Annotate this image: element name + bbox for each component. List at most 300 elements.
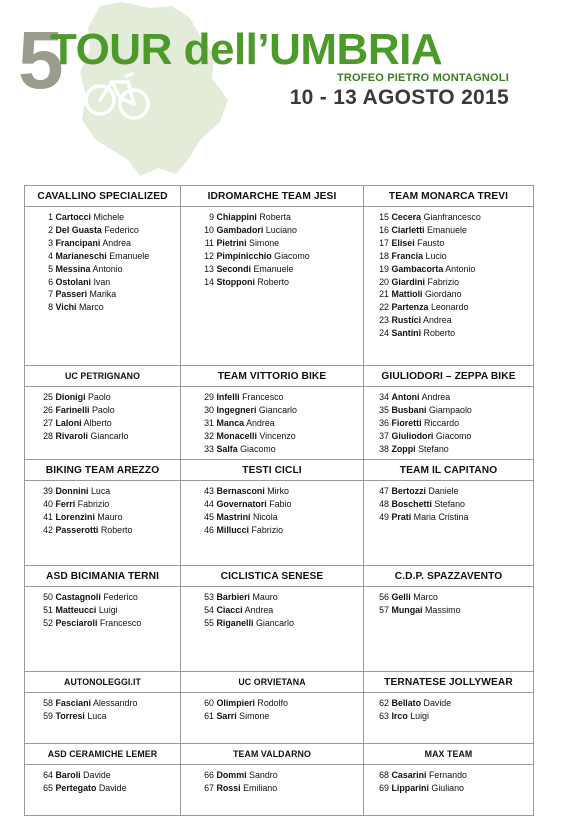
rider-first-name: Simone — [249, 237, 280, 248]
rider-first-name: Giampaolo — [428, 404, 472, 415]
rider-surname: Infelli — [216, 392, 240, 402]
rider-surname: Rivaroli — [55, 430, 89, 441]
rider-first-name: Davide — [98, 782, 127, 793]
rider-first-name: Luca — [90, 486, 111, 496]
rider-list — [364, 481, 533, 524]
rider-number: 45 — [204, 511, 214, 522]
team-riders-cell — [181, 481, 364, 566]
rider-surname: Bellato — [391, 698, 422, 708]
rider-entry — [35, 498, 180, 511]
rider-first-name: Emanuele — [109, 250, 150, 261]
rider-number: 18 — [379, 250, 389, 261]
rider-surname: Marianeschi — [55, 250, 107, 261]
rider-first-name: Alessandro — [92, 698, 138, 708]
rider-entry — [372, 391, 533, 404]
rider-first-name: Rodolfo — [257, 698, 288, 708]
rider-surname: Irco — [391, 710, 408, 721]
team-name: CAVALLINO SPECIALIZED — [25, 186, 181, 207]
rider-number: 57 — [379, 604, 389, 615]
team-name: GIULIODORI – ZEPPA BIKE — [364, 366, 534, 387]
rider-first-name: Paolo — [88, 392, 111, 402]
rider-entry — [372, 276, 533, 289]
rider-surname: Dommi — [216, 770, 247, 780]
team-header-row — [25, 744, 534, 765]
rider-entry — [35, 591, 180, 604]
rider-number: 34 — [379, 392, 389, 402]
rider-surname: Busbani — [391, 404, 427, 415]
rider-number: 10 — [204, 224, 214, 235]
rider-number: 7 — [48, 289, 53, 300]
rider-entry — [35, 617, 180, 630]
team-riders-cell — [181, 587, 364, 672]
rider-list — [364, 387, 533, 456]
rider-list — [181, 693, 363, 723]
rider-first-name: Antonio — [92, 263, 123, 274]
rider-entry — [193, 524, 363, 537]
rider-entry — [35, 417, 180, 430]
rider-surname: Mastrini — [216, 511, 251, 522]
rider-first-name: Giacomo — [240, 443, 276, 454]
rider-surname: Santini — [391, 328, 422, 339]
rider-entry — [372, 314, 533, 327]
rider-number: 63 — [379, 710, 389, 721]
rider-number: 53 — [204, 592, 214, 602]
rider-list — [364, 765, 533, 795]
rider-entry — [193, 250, 363, 263]
rider-number: 54 — [204, 604, 214, 615]
rider-number: 69 — [379, 782, 389, 793]
rider-surname: Donnini — [55, 486, 89, 496]
team-name: TERNATESE JOLLYWEAR — [364, 672, 534, 693]
rider-first-name: Stefano — [418, 443, 449, 454]
rider-entry — [372, 404, 533, 417]
rider-number: 15 — [379, 212, 389, 222]
rider-entry — [372, 769, 533, 782]
rider-number: 55 — [204, 617, 214, 628]
rider-entry — [193, 430, 363, 443]
rider-first-name: Maria Cristina — [413, 511, 469, 522]
team-riders-row — [25, 693, 534, 744]
rider-number: 43 — [204, 486, 214, 496]
rider-number: 1 — [48, 212, 53, 222]
rider-first-name: Davide — [83, 770, 111, 780]
rider-entry — [372, 498, 533, 511]
rider-first-name: Sandro — [249, 770, 278, 780]
rider-first-name: Roberto — [423, 328, 456, 339]
rider-surname: Farinelli — [55, 404, 90, 415]
rider-number: 44 — [204, 498, 214, 509]
rider-number: 14 — [204, 276, 214, 287]
team-header-row — [25, 186, 534, 207]
rider-entry — [193, 697, 363, 710]
rider-entry — [372, 263, 533, 276]
rider-first-name: Vincenzo — [259, 430, 296, 441]
rider-entry — [35, 263, 180, 276]
team-name: MAX TEAM — [364, 744, 534, 765]
edition-number: 5 — [18, 15, 62, 106]
rider-entry — [35, 485, 180, 498]
rider-first-name: Francesco — [242, 392, 284, 402]
rider-number: 4 — [48, 250, 53, 261]
rider-entry — [193, 511, 363, 524]
rider-first-name: Roberta — [259, 212, 291, 222]
team-name: ASD BICIMANIA TERNI — [25, 566, 181, 587]
rider-entry — [372, 591, 533, 604]
rider-surname: Chiappini — [216, 212, 257, 222]
rider-surname: Rustici — [391, 315, 422, 326]
rider-first-name: Andrea — [423, 315, 452, 326]
rider-first-name: Ivan — [93, 276, 111, 287]
rider-number: 13 — [204, 263, 214, 274]
rider-entry — [35, 604, 180, 617]
team-riders-cell — [181, 765, 364, 816]
rider-first-name: Luigi — [98, 604, 118, 615]
rider-number: 6 — [48, 276, 53, 287]
rider-number: 41 — [43, 511, 53, 522]
rider-first-name: Davide — [423, 698, 452, 708]
rider-entry — [372, 301, 533, 314]
rider-surname: Sarri — [216, 710, 237, 721]
rider-surname: Torresi — [55, 710, 85, 721]
rider-entry — [35, 697, 180, 710]
rider-number: 67 — [204, 782, 214, 793]
rider-entry — [35, 250, 180, 263]
rider-first-name: Federico — [103, 592, 138, 602]
rider-list — [25, 587, 180, 630]
rider-number: 36 — [379, 417, 389, 428]
team-riders-cell — [181, 693, 364, 744]
rider-first-name: Federico — [104, 224, 139, 235]
rider-entry — [35, 237, 180, 250]
rider-entry — [35, 301, 180, 314]
rider-entry — [193, 417, 363, 430]
rider-surname: Monacelli — [216, 430, 257, 441]
rider-surname: Gambadori — [216, 224, 264, 235]
team-name: C.D.P. SPAZZAVENTO — [364, 566, 534, 587]
rider-surname: Stopponi — [216, 276, 255, 287]
rider-surname: Ciacci — [216, 604, 243, 615]
rider-number: 22 — [379, 302, 389, 313]
rider-first-name: Emanuele — [253, 263, 294, 274]
rider-surname: Pietrini — [216, 237, 247, 248]
rider-number: 46 — [204, 524, 214, 535]
rider-surname: Ingegneri — [216, 404, 257, 415]
rider-number: 42 — [43, 524, 53, 535]
rider-number: 19 — [379, 263, 389, 274]
rider-entry — [193, 769, 363, 782]
rider-entry — [372, 288, 533, 301]
rider-first-name: Michele — [93, 212, 125, 222]
rider-entry — [35, 430, 180, 443]
rider-surname: Del Guasta — [55, 224, 102, 235]
rider-first-name: Emiliano — [243, 782, 278, 793]
rider-number: 68 — [379, 770, 389, 780]
team-riders-cell — [364, 765, 534, 816]
rider-surname: Prati — [391, 511, 412, 522]
rider-first-name: Marika — [89, 289, 117, 300]
team-name: ASD CERAMICHE LEMER — [25, 744, 181, 765]
team-name: TESTI CICLI — [181, 460, 364, 481]
rider-first-name: Fabrizio — [77, 498, 110, 509]
rider-entry — [372, 417, 533, 430]
rider-entry — [35, 224, 180, 237]
rider-number: 11 — [204, 237, 214, 248]
rider-number: 52 — [43, 617, 53, 628]
rider-number: 37 — [379, 430, 389, 441]
rider-first-name: Andrea — [421, 392, 451, 402]
rider-surname: Rossi — [216, 782, 241, 793]
rider-list — [181, 765, 363, 795]
rider-number: 60 — [204, 698, 214, 708]
rider-surname: Partenza — [391, 302, 429, 313]
rider-surname: Giuliodori — [391, 430, 434, 441]
rider-surname: Passeri — [55, 289, 88, 300]
rider-surname: Pertegato — [55, 782, 97, 793]
rider-entry — [193, 782, 363, 795]
rider-number: 28 — [43, 430, 53, 441]
rider-list — [181, 387, 363, 456]
rider-entry — [193, 710, 363, 723]
rider-surname: Gambacorta — [391, 263, 444, 274]
rider-surname: Bertozzi — [391, 486, 426, 496]
rider-surname: Francia — [391, 250, 424, 261]
teams-table — [24, 185, 534, 816]
rider-surname: Vichi — [55, 302, 77, 313]
rider-surname: Lorenzini — [55, 511, 95, 522]
rider-first-name: Luca — [87, 710, 107, 721]
rider-entry — [193, 443, 363, 456]
rider-list — [364, 693, 533, 723]
rider-first-name: Alberto — [83, 417, 112, 428]
rider-first-name: Mirko — [267, 486, 289, 496]
rider-entry — [372, 327, 533, 340]
rider-entry — [35, 710, 180, 723]
rider-surname: Francipani — [55, 237, 101, 248]
rider-first-name: Mauro — [252, 592, 278, 602]
rider-first-name: Luciano — [265, 224, 297, 235]
rider-surname: Passerotti — [55, 524, 99, 535]
rider-surname: Olimpieri — [216, 698, 255, 708]
rider-number: 21 — [379, 289, 389, 300]
header — [0, 0, 567, 180]
rider-surname: Castagnoli — [55, 592, 101, 602]
rider-entry — [193, 617, 363, 630]
rider-entry — [372, 697, 533, 710]
rider-number: 26 — [43, 404, 53, 415]
team-riders-row — [25, 481, 534, 566]
team-riders-cell — [181, 387, 364, 460]
rider-surname: Fasciani — [55, 698, 91, 708]
rider-first-name: Andrea — [102, 237, 131, 248]
rider-number: 25 — [43, 392, 53, 402]
rider-first-name: Giancarlo — [258, 404, 297, 415]
event-subtitle: TROFEO PIETRO MONTAGNOLI — [336, 72, 509, 84]
rider-first-name: Leonardo — [430, 302, 469, 313]
rider-list — [25, 765, 180, 795]
team-riders-cell — [364, 693, 534, 744]
team-header-row — [25, 566, 534, 587]
team-riders-cell — [25, 481, 181, 566]
rider-first-name: Mauro — [97, 511, 123, 522]
rider-number: 23 — [379, 315, 389, 326]
team-name: AUTONOLEGGI.IT — [25, 672, 181, 693]
team-name: TEAM VITTORIO BIKE — [181, 366, 364, 387]
rider-first-name: Giuliano — [431, 782, 464, 793]
team-name: UC PETRIGNANO — [25, 366, 181, 387]
team-riders-cell — [25, 765, 181, 816]
rider-surname: Baroli — [55, 770, 81, 780]
rider-first-name: Massimo — [425, 604, 461, 615]
rider-first-name: Giancarlo — [90, 430, 129, 441]
rider-number: 9 — [209, 212, 214, 222]
team-riders-row — [25, 387, 534, 460]
rider-entry — [193, 404, 363, 417]
rider-entry — [193, 604, 363, 617]
rider-surname: Fioretti — [391, 417, 422, 428]
rider-number: 20 — [379, 276, 389, 287]
team-riders-cell — [25, 587, 181, 672]
rider-surname: Lipparini — [391, 782, 429, 793]
rider-entry — [193, 263, 363, 276]
rider-first-name: Antonio — [445, 263, 476, 274]
rider-number: 56 — [379, 592, 389, 602]
team-name: BIKING TEAM AREZZO — [25, 460, 181, 481]
rider-first-name: Giancarlo — [255, 617, 294, 628]
rider-entry — [35, 211, 180, 224]
team-riders-cell — [25, 693, 181, 744]
rider-surname: Zoppi — [391, 443, 416, 454]
rider-number: 2 — [48, 224, 53, 235]
rider-entry — [372, 782, 533, 795]
rider-number: 16 — [379, 224, 389, 235]
rider-number: 64 — [43, 770, 53, 780]
rider-entry — [193, 498, 363, 511]
rider-surname: Cecera — [391, 212, 422, 222]
rider-first-name: Stefano — [434, 498, 465, 509]
rider-surname: Casarini — [391, 770, 427, 780]
rider-entry — [193, 211, 363, 224]
rider-entry — [35, 391, 180, 404]
rider-number: 27 — [43, 417, 53, 428]
rider-surname: Manca — [216, 417, 245, 428]
rider-surname: Matteucci — [55, 604, 97, 615]
team-name: TEAM IL CAPITANO — [364, 460, 534, 481]
rider-first-name: Fabio — [269, 498, 292, 509]
rider-entry — [35, 782, 180, 795]
rider-number: 50 — [43, 592, 53, 602]
rider-entry — [372, 430, 533, 443]
rider-number: 48 — [379, 498, 389, 509]
rider-first-name: Daniele — [428, 486, 459, 496]
rider-surname: Boschetti — [391, 498, 432, 509]
rider-surname: Giardini — [391, 276, 426, 287]
rider-entry — [372, 224, 533, 237]
rider-entry — [193, 591, 363, 604]
team-header-row — [25, 366, 534, 387]
rider-first-name: Luigi — [410, 710, 429, 721]
rider-number: 61 — [204, 710, 214, 721]
rider-entry — [193, 391, 363, 404]
rider-entry — [35, 288, 180, 301]
rider-number: 58 — [43, 698, 53, 708]
rider-first-name: Fabrizio — [251, 524, 284, 535]
team-riders-cell — [364, 481, 534, 566]
rider-surname: Ciarletti — [391, 224, 425, 235]
rider-list — [25, 481, 180, 537]
team-riders-cell — [364, 387, 534, 460]
team-name: IDROMARCHE TEAM JESI — [181, 186, 364, 207]
rider-first-name: Roberto — [100, 524, 133, 535]
rider-number: 66 — [204, 770, 214, 780]
rider-surname: Antoni — [391, 392, 420, 402]
rider-entry — [35, 276, 180, 289]
rider-number: 62 — [379, 698, 389, 708]
rider-number: 65 — [43, 782, 53, 793]
rider-list — [25, 207, 180, 314]
rider-surname: Salfa — [216, 443, 238, 454]
rider-first-name: Fausto — [417, 237, 445, 248]
rider-first-name: Paolo — [91, 404, 115, 415]
rider-surname: Messina — [55, 263, 91, 274]
rider-entry — [372, 710, 533, 723]
rider-surname: Laloni — [55, 417, 82, 428]
rider-number: 3 — [48, 237, 53, 248]
rider-list — [25, 387, 180, 443]
rider-number: 51 — [43, 604, 53, 615]
rider-first-name: Fernando — [428, 770, 467, 780]
rider-entry — [372, 485, 533, 498]
rider-first-name: Marco — [413, 592, 438, 602]
rider-entry — [372, 604, 533, 617]
team-riders-cell — [25, 387, 181, 460]
rider-surname: Dionigi — [55, 392, 86, 402]
rider-surname: Governatori — [216, 498, 267, 509]
rider-first-name: Roberto — [257, 276, 289, 287]
rider-entry — [193, 485, 363, 498]
rider-first-name: Riccardo — [424, 417, 460, 428]
team-riders-row — [25, 765, 534, 816]
rider-entry — [372, 211, 533, 224]
rider-surname: Riganelli — [216, 617, 254, 628]
rider-surname: Gelli — [391, 592, 411, 602]
rider-number: 24 — [379, 328, 389, 339]
rider-first-name: Giordano — [425, 289, 462, 300]
rider-surname: Secondi — [216, 263, 251, 274]
rider-entry — [193, 224, 363, 237]
rider-number: 35 — [379, 404, 389, 415]
rider-list — [25, 693, 180, 723]
rider-surname: Cartocci — [55, 212, 91, 222]
rider-number: 8 — [48, 302, 53, 313]
rider-entry — [35, 404, 180, 417]
rider-list — [181, 207, 363, 288]
rider-first-name: Lucio — [425, 250, 447, 261]
rider-first-name: Gianfrancesco — [423, 212, 481, 222]
rider-first-name: Marco — [79, 302, 104, 313]
rider-entry — [35, 769, 180, 782]
team-name: UC ORVIETANA — [181, 672, 364, 693]
team-header-row — [25, 672, 534, 693]
event-dates: 10 - 13 AGOSTO 2015 — [289, 86, 509, 109]
team-riders-cell — [25, 207, 181, 366]
rider-surname: Millucci — [216, 524, 250, 535]
rider-entry — [193, 237, 363, 250]
rider-first-name: Francesco — [99, 617, 142, 628]
rider-surname: Mungai — [391, 604, 423, 615]
rider-first-name: Emanuele — [426, 224, 467, 235]
rider-surname: Bernasconi — [216, 486, 265, 496]
rider-first-name: Giacomo — [435, 430, 472, 441]
